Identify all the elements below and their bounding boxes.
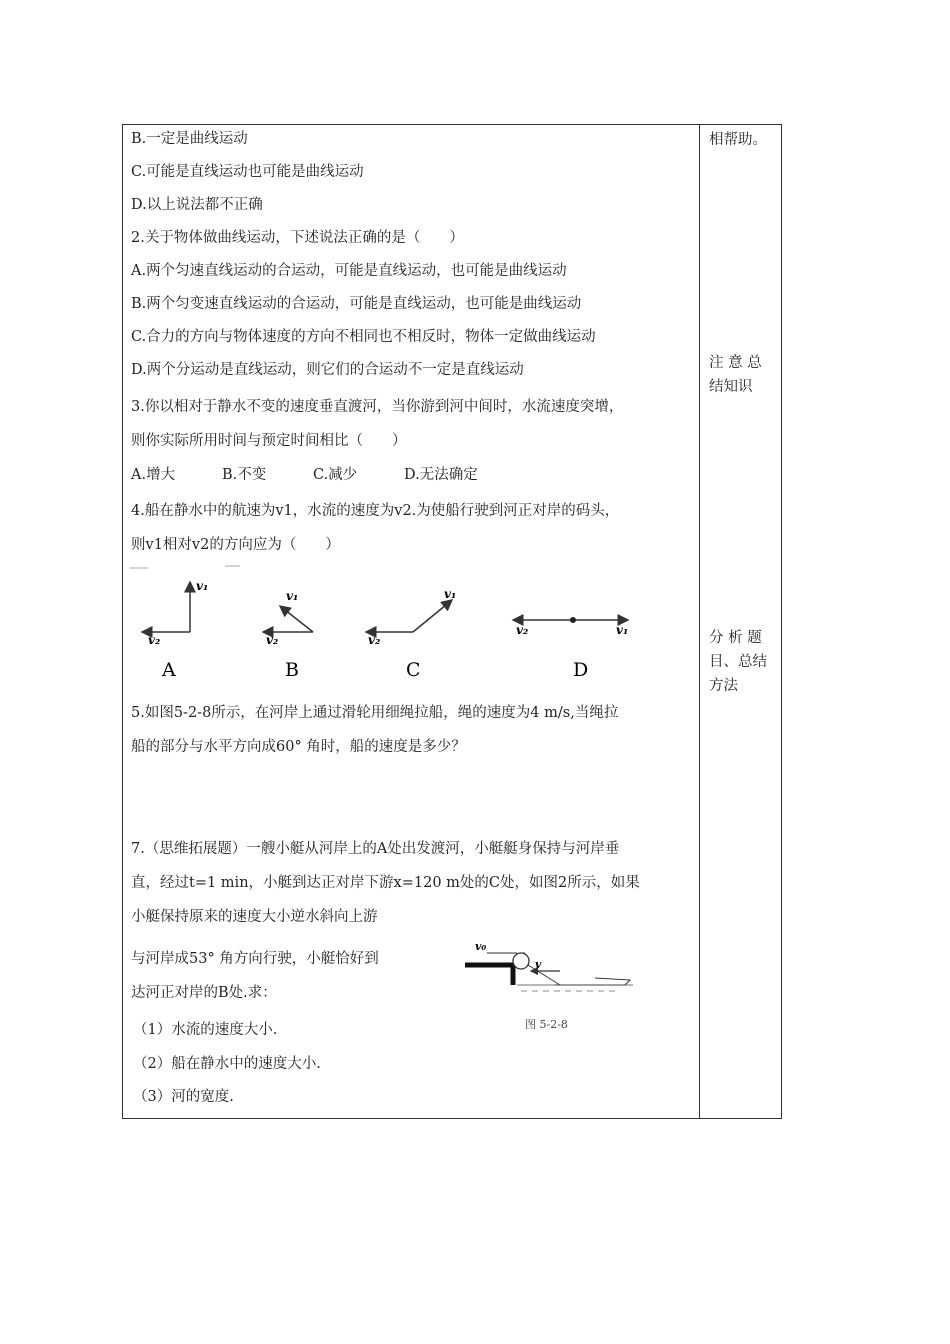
q7-part-3: （3）河的宽度. <box>133 1089 234 1105</box>
q4-stem-line-2: 则v1相对v2的方向应为（ ） <box>131 537 340 553</box>
q7-part-2: （2）船在静水中的速度大小. <box>133 1056 321 1072</box>
q4-stem-line-1: 4.船在静水中的航速为v1，水流的速度为v2.为使船行驶到河正对岸的码头， <box>131 503 620 519</box>
c-v2-label: v₂ <box>368 633 381 647</box>
option-b-diagram <box>263 589 313 681</box>
q7-line-2: 直，经过t=1 min，小艇到达正对岸下游x=120 m处的C处，如图2所示，如果 <box>131 875 640 891</box>
q5-line-2: 船的部分与水平方向成60° 角时，船的速度是多少？ <box>131 739 466 755</box>
q2-option-c: C.合力的方向与物体速度的方向不相同也不相反时，物体一定做曲线运动 <box>131 329 596 345</box>
q1-option-d: D.以上说法都不正确 <box>131 197 263 213</box>
c-v1-label: v₁ <box>444 587 457 601</box>
a-v1-label: v₁ <box>196 579 209 593</box>
q7-part-1: （1）水流的速度大小. <box>133 1022 278 1038</box>
d-v2-label: v₂ <box>516 623 529 637</box>
option-d-label: D <box>573 659 589 681</box>
q7-line-1: 7.（思维拓展题）一艘小艇从河岸上的A处出发渡河，小艇艇身保持与河岸垂 <box>131 841 620 857</box>
option-b-label: B <box>285 659 299 681</box>
q2-option-b: B.两个匀变速直线运动的合运动，可能是直线运动，也可能是曲线运动 <box>131 296 582 312</box>
q7-line-3: 小艇保持原来的速度大小逆水斜向上游 <box>131 909 378 925</box>
v-label: v <box>535 958 542 971</box>
q1-option-b: B.一定是曲线运动 <box>131 131 248 147</box>
option-c-diagram <box>366 587 456 681</box>
column-divider <box>699 124 700 1119</box>
q7-line-4: 与河岸成53° 角方向行驶，小艇恰好到 <box>131 951 379 967</box>
q3-option-d: D.无法确定 <box>404 467 478 483</box>
pulley-boat-figure <box>465 935 655 1035</box>
figure-caption: 图 5-2-8 <box>525 1018 568 1031</box>
q2-option-d: D.两个分运动是直线运动，则它们的合运动不一定是直线运动 <box>131 362 524 378</box>
q3-stem-line-1: 3.你以相对于静水不变的速度垂直渡河，当你游到河中间时，水流速度突增， <box>131 399 624 415</box>
q2-option-a: A.两个匀速直线运动的合运动，可能是直线运动，也可能是曲线运动 <box>131 263 567 279</box>
b-v2-label: v₂ <box>266 633 279 647</box>
option-c-label: C <box>406 659 421 681</box>
side-note-help: 相帮助。 <box>709 132 767 148</box>
option-d-diagram <box>513 617 628 681</box>
a-v2-label: v₂ <box>148 633 161 647</box>
q5-line-1: 5.如图5-2-8所示，在河岸上通过滑轮用细绳拉船，绳的速度为4 m/s,当绳拉 <box>131 705 619 721</box>
q3-stem-line-2: 则你实际所用时间与预定时间相比（ ） <box>131 433 407 449</box>
option-a-label: A <box>162 659 176 681</box>
q3-options <box>131 465 478 485</box>
q7-line-5: 达河正对岸的B处.求： <box>131 985 277 1001</box>
q2-stem: 2.关于物体做曲线运动，下述说法正确的是（ ） <box>131 230 464 246</box>
q4-options-figure <box>130 562 650 692</box>
q3-option-c: C.减少 <box>313 467 358 483</box>
d-v1-label: v₁ <box>616 623 629 637</box>
q3-option-a: A.增大 <box>131 467 176 483</box>
q1-option-c: C.可能是直线运动也可能是曲线运动 <box>131 164 364 180</box>
q3-option-b: B.不变 <box>222 467 267 483</box>
side-note-summary: 注 意 总 结知识 <box>709 355 762 395</box>
side-note-method: 分 析 题 目、总结 方法 <box>709 630 767 694</box>
option-a-diagram <box>142 579 208 681</box>
v0-label: v₀ <box>475 940 487 953</box>
b-v1-label: v₁ <box>286 589 299 603</box>
